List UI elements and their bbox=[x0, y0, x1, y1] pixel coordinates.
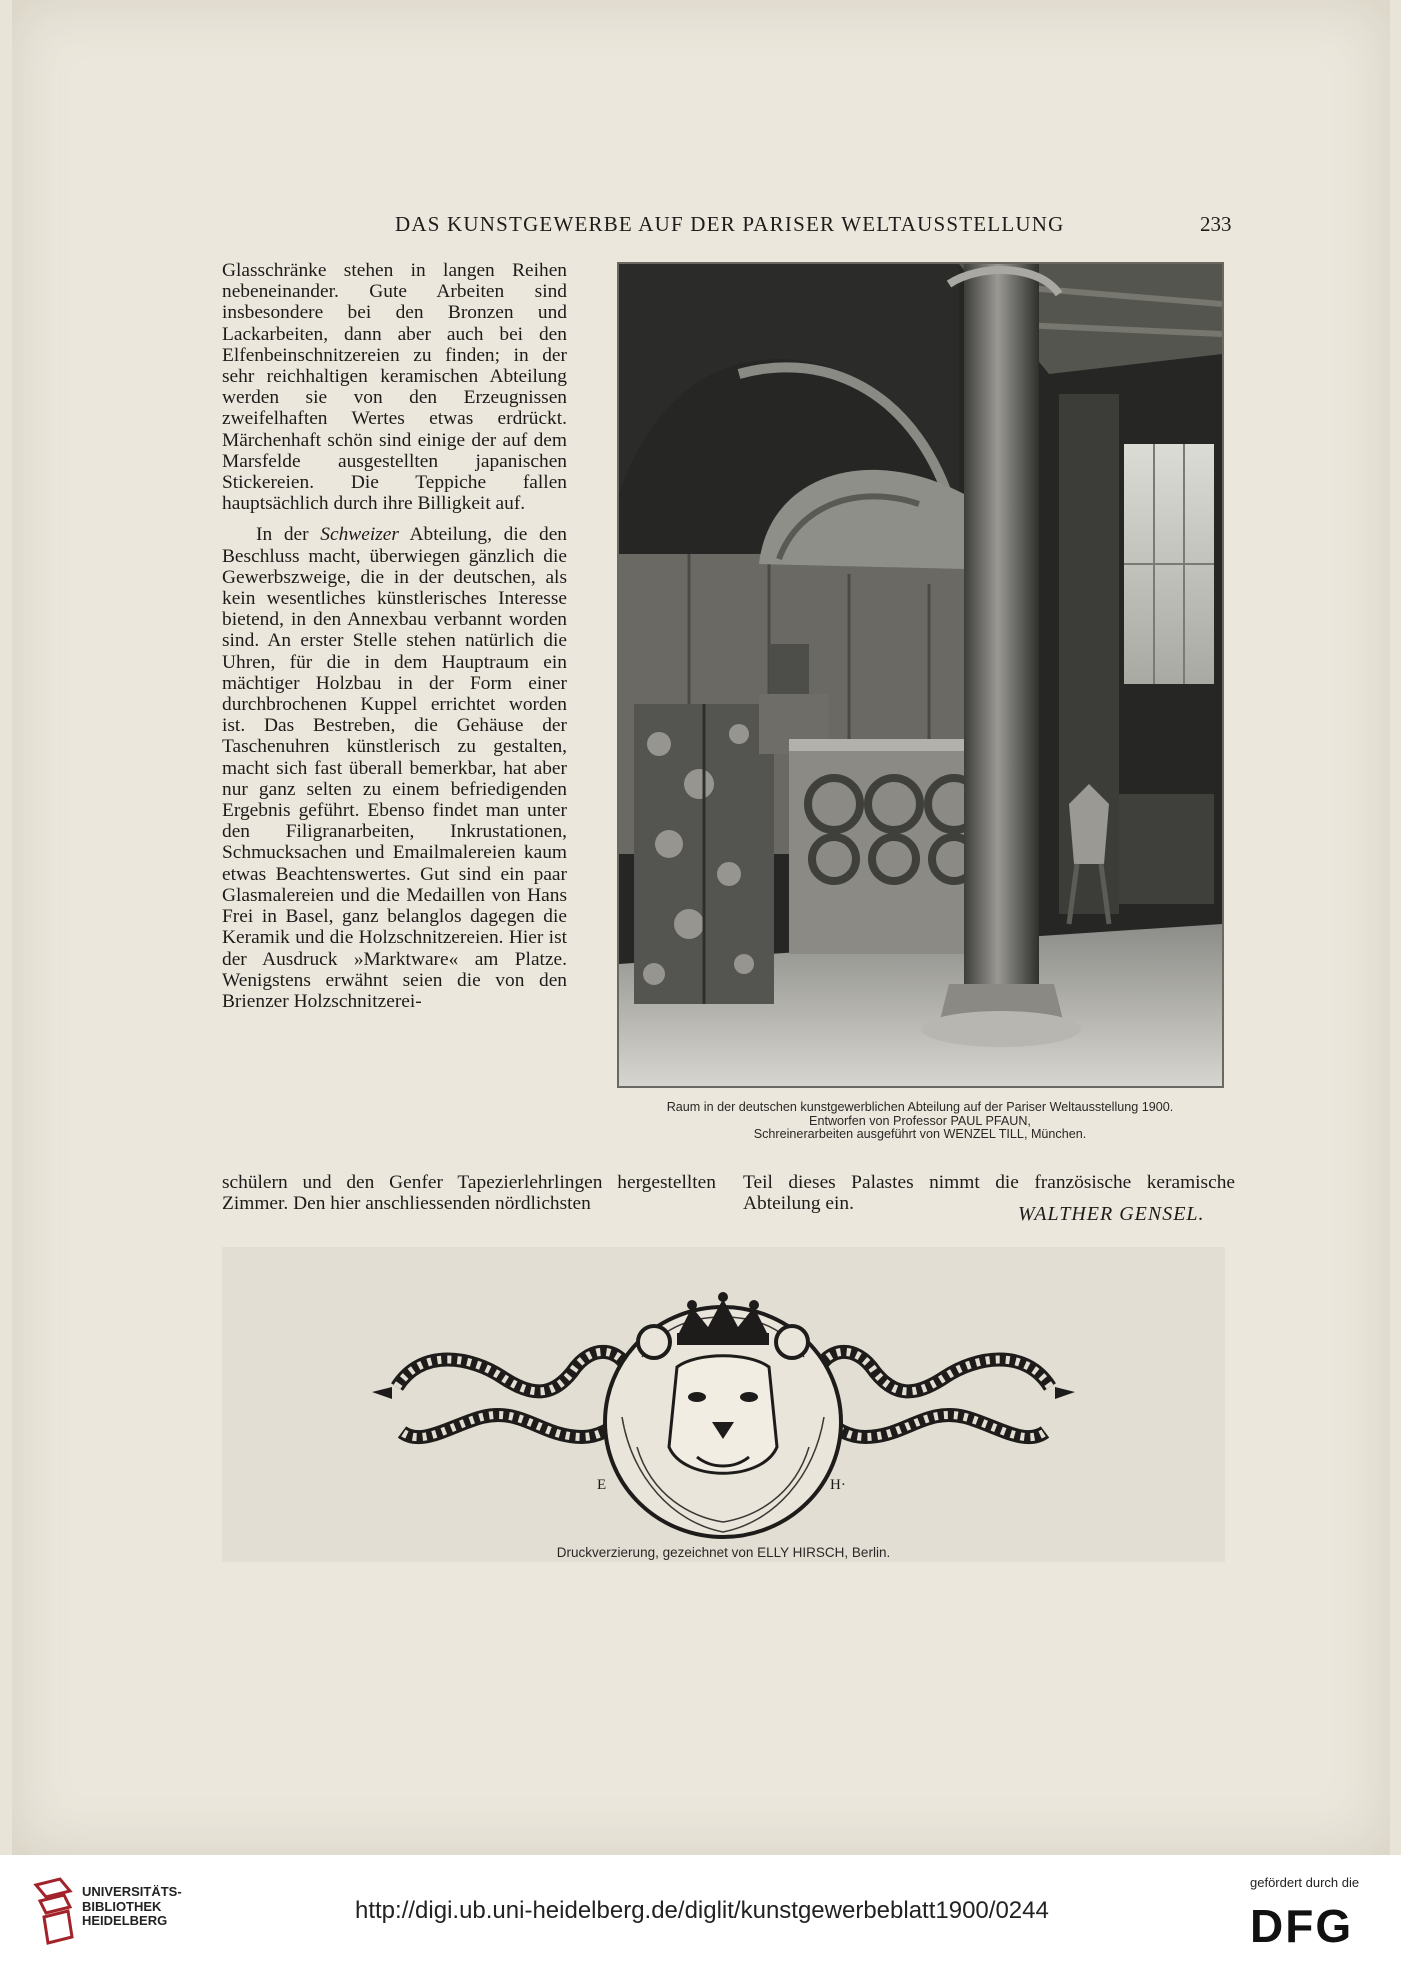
article-bottom-left: schülern und den Genfer Tapezierlehrlingen hergestellten Zimmer. Den hier anschliessenden nördlichsten bbox=[222, 1172, 716, 1215]
photo-caption-line-1: Raum in der deutschen kunstgewerblichen Abteilung auf der Pariser Weltausstellung 1900. bbox=[666, 1100, 1174, 1114]
interior-photo-illustration bbox=[619, 264, 1222, 1086]
interior-photograph bbox=[617, 262, 1224, 1088]
photo-caption-line-2: Entworfen von Professor PAUL PFAUN, bbox=[809, 1113, 1031, 1128]
sponsor-label: gefördert durch die bbox=[1250, 1875, 1360, 1890]
photo-caption bbox=[600, 1101, 1240, 1142]
article-left-column bbox=[222, 260, 567, 1012]
article-bottom-right: Teil dieses Palastes nimmt die französische keramische Abteilung ein. bbox=[743, 1172, 1235, 1215]
ornament-initial-right: H· bbox=[830, 1477, 846, 1493]
paragraph-2: In der Schweizer Abteilung, die den Beschluss macht, überwiegen gänzlich die Gewerbszweige, die in der deutschen, als kein wesentliches künstlerisches Interesse bietend, in den Annexbau verbannt worden sind. An erster Stelle stehen natürlich die Uhren, für die in dem Hauptraum ein mächtiger Holzbau in der Form einer durchbrochenen Kuppel errichtet worden ist. Das Bestreben, die Gehäuse der Taschenuhren künstlerisch zu gestalten, macht sich fast überall bemerkbar, hat aber nur ganz selten zu einem befriedigenden Ergebnis geführt. Ebenso findet man unter den Filigranarbeiten, Inkrustationen, Schmucksachen und Emailmalereien kaum etwas Beachtenswertes. Gut sind ein paar Glasmalereien und die Medaillen von Hans Frei in Basel, ganz belanglos dagegen die Keramik und die Holzschnitzereien. Hier ist der Ausdruck »Marktware« am Platze. Wenigstens erwähnt seien die von den Brienzer Holzschnitzerei- bbox=[222, 524, 568, 1012]
dfg-logo: DFG bbox=[1250, 1900, 1354, 1952]
ornament-caption: Druckverzierung, gezeichnet von ELLY HIRSCH, Berlin. bbox=[556, 1545, 891, 1560]
university-library-logo-icon bbox=[30, 1877, 76, 1947]
lion-snake-ornament-illustration bbox=[222, 1247, 1225, 1562]
university-library-name: UNIVERSITÄTS- BIBLIOTHEK HEIDELBERG bbox=[82, 1884, 182, 1928]
emphasis-schweizer: Schweizer bbox=[320, 524, 399, 546]
running-title: DAS KUNSTGEWERBE AUF DER PARISER WELTAUSSTELLUNG bbox=[395, 212, 1065, 236]
page-number: 233 bbox=[1200, 212, 1232, 236]
digitization-footer bbox=[0, 1855, 1401, 1965]
author-signature: WALTHER GENSEL. bbox=[1018, 1203, 1205, 1225]
print-ornament-area bbox=[222, 1247, 1225, 1562]
photo-caption-line-3: Schreinerarbeiten ausgeführt von WENZEL TILL, München. bbox=[753, 1127, 1087, 1142]
ornament-initial-left: E bbox=[597, 1477, 607, 1493]
permalink-url[interactable]: http://digi.ub.uni-heidelberg.de/diglit/kunstgewerbeblatt1900/0244 bbox=[355, 1897, 1049, 1924]
paragraph-1: Glasschränke stehen in langen Reihen nebeneinander. Gute Arbeiten sind insbesondere bei den Bronzen und Lackarbeiten, dann aber auch bei den Elfenbeinschnitzereien zu finden; in der sehr reichhaltigen keramischen Abteilung werden sie von den Erzeugnissen zweifelhaften Wertes etwas erdrückt. Märchenhaft schön sind einige der auf dem Marsfelde ausgestellten japanischen Stickereien. Die Teppiche fallen hauptsächlich durch ihre Billigkeit auf. bbox=[222, 260, 567, 515]
